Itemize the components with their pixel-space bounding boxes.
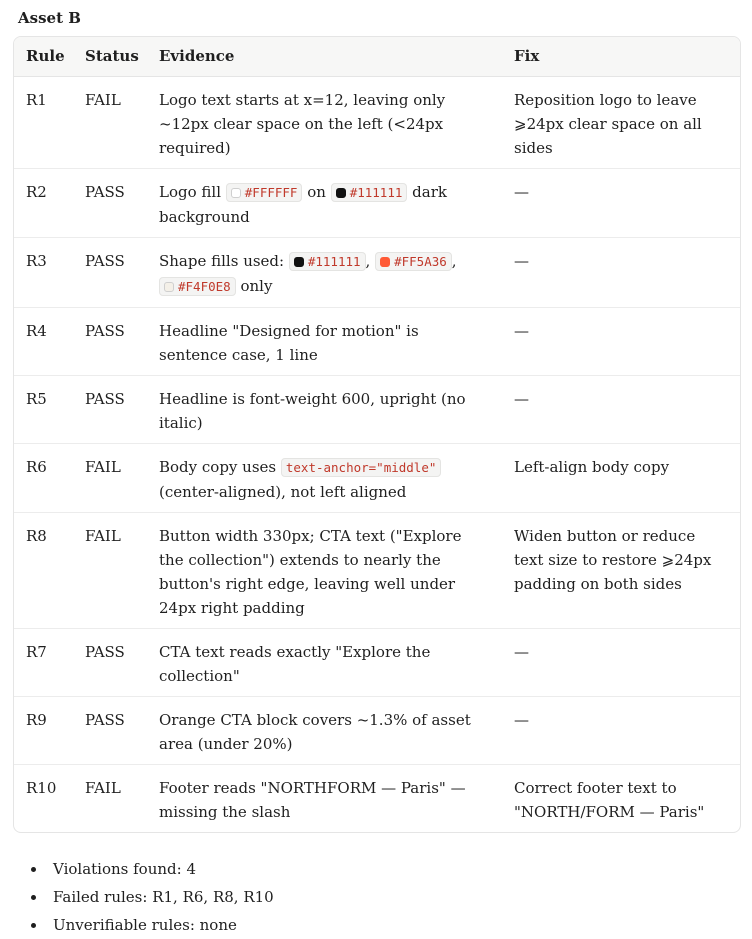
audit-table [14, 37, 741, 832]
rule-cell: R10 [26, 778, 57, 797]
rule-cell: R9 [14, 696, 73, 764]
fix-cell: Reposition logo to leave ⩾24px clear space on all sides [501, 76, 741, 168]
table-row [14, 443, 741, 512]
rule-cell: R6 [14, 443, 73, 512]
evidence-text: Button width 330px; CTA text ("Explore the collection") extends to nearly the button's right edge, leaving well under 24px right padding [159, 526, 462, 617]
evidence-cell [146, 628, 501, 696]
code-token [159, 277, 236, 296]
table-row [14, 375, 741, 443]
rule-cell: R8 [14, 512, 73, 628]
status-cell: FAIL [73, 76, 146, 168]
color-swatch-icon [231, 188, 241, 198]
evidence-text: Orange CTA block covers ~1.3% of asset area (under 20%) [159, 710, 471, 753]
table-row [14, 696, 741, 764]
color-swatch-icon [164, 282, 174, 292]
header-status: Status [73, 37, 146, 76]
evidence-cell [146, 375, 501, 443]
table-header-row [14, 37, 741, 76]
asset-title: Asset B [18, 9, 81, 27]
status-cell: FAIL [85, 778, 121, 797]
status-cell: PASS [73, 307, 146, 375]
fix-cell: Correct footer text to "NORTH/FORM — Paris" [514, 778, 705, 821]
table-row [14, 512, 741, 628]
summary-item: Violations found: 4 [53, 855, 740, 883]
evidence-text: Headline is font-weight 600, upright (no italic) [159, 389, 466, 432]
evidence-cell [146, 512, 501, 628]
table-body [14, 76, 741, 832]
code-text: #F4F0E8 [178, 278, 231, 294]
status-cell: PASS [73, 628, 146, 696]
fix-cell: — [501, 168, 741, 237]
evidence-cell [146, 168, 501, 237]
rule-cell: R7 [14, 628, 73, 696]
evidence-text: Logo text starts at x=12, leaving only ~12px clear space on the left (<24px required) [159, 90, 446, 157]
color-swatch-icon [336, 188, 346, 198]
code-text: #111111 [307, 253, 361, 269]
table-row [14, 307, 741, 375]
header-evidence: Evidence [146, 37, 501, 76]
code-text: #FFFFFF [244, 184, 298, 200]
rule-cell: R5 [14, 375, 73, 443]
evidence-text: only [235, 276, 273, 295]
header-fix: Fix [501, 37, 741, 76]
status-cell: PASS [73, 375, 146, 443]
summary-list [13, 855, 740, 939]
fix-cell: — [501, 237, 741, 307]
evidence-cell [146, 443, 501, 512]
code-token [289, 252, 366, 271]
rule-cell: R4 [14, 307, 73, 375]
table-row [14, 628, 741, 696]
rule-cell: R1 [14, 76, 73, 168]
table-row [14, 76, 741, 168]
table-row [14, 237, 741, 307]
code-token [281, 458, 442, 477]
evidence-text: Logo fill [159, 182, 226, 201]
evidence-text: Headline "Designed for motion" is sentence case, 1 line [159, 321, 419, 364]
evidence-cell [146, 237, 501, 307]
evidence-text: Body copy uses [159, 457, 281, 476]
code-text: #FF5A36 [394, 253, 447, 269]
fix-cell: — [501, 696, 741, 764]
evidence-text: CTA text reads exactly "Explore the collection" [159, 642, 431, 685]
summary-item: Failed rules: R1, R6, R8, R10 [53, 883, 740, 911]
code-text: #111111 [349, 184, 403, 200]
status-cell: PASS [73, 696, 146, 764]
color-swatch-icon [294, 257, 304, 267]
table-row [14, 168, 741, 237]
status-cell: PASS [73, 237, 146, 307]
fix-cell: — [501, 375, 741, 443]
evidence-text: (center-aligned), not left aligned [159, 482, 407, 501]
fix-cell: — [501, 307, 741, 375]
evidence-text: Footer reads "NORTHFORM — Paris" — missing the slash [159, 778, 466, 821]
evidence-text: dark background [159, 182, 447, 226]
table-row [14, 764, 741, 832]
evidence-text: , [365, 251, 376, 270]
summary-item: Unverifiable rules: none [53, 911, 740, 939]
evidence-cell [146, 76, 501, 168]
code-text: text-anchor="middle" [285, 459, 437, 475]
code-token [226, 183, 303, 202]
color-swatch-icon [380, 257, 390, 267]
rule-cell: R2 [14, 168, 73, 237]
evidence-text: , [451, 251, 457, 270]
evidence-cell [146, 696, 501, 764]
header-rule: Rule [14, 37, 73, 76]
fix-cell: Left-align body copy [501, 443, 741, 512]
audit-table-container [13, 36, 741, 833]
fix-cell: Widen button or reduce text size to restore ⩾24px padding on both sides [501, 512, 741, 628]
evidence-text: Shape fills used: [159, 251, 289, 270]
evidence-cell [146, 764, 501, 832]
status-cell: FAIL [73, 512, 146, 628]
status-cell: PASS [73, 168, 146, 237]
status-cell: FAIL [73, 443, 146, 512]
evidence-text: on [302, 182, 331, 201]
code-token [331, 183, 408, 202]
evidence-cell [146, 307, 501, 375]
code-token [375, 252, 452, 271]
rule-cell: R3 [14, 237, 73, 307]
fix-cell: — [501, 628, 741, 696]
